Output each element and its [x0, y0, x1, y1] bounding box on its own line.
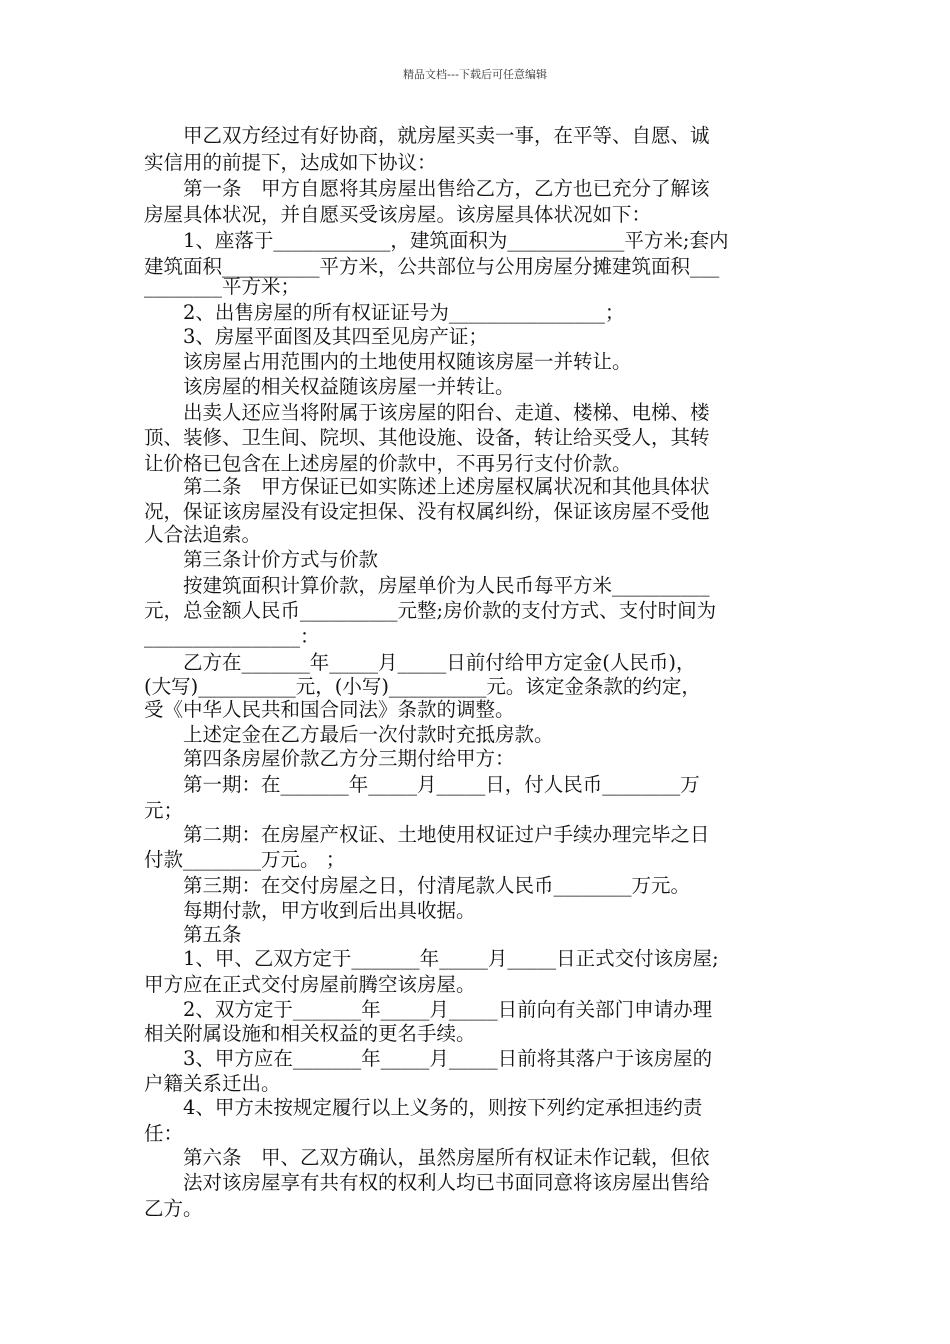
text-line: 第一条 甲方自愿将其房屋出售给乙方，乙方也已充分了解该 — [144, 177, 710, 200]
text-line: 受《中华人民共和国合同法》条款的调整。 — [144, 698, 515, 721]
text-line: 1、甲、乙双方定于_______年_____月_____日正式交付该房屋; — [144, 947, 719, 970]
text-line: 第一期：在_______年_____月_____日，付人民币________万 — [144, 773, 700, 796]
text-line: 付款________万元。 ； — [144, 848, 346, 871]
text-line: 甲乙双方经过有好协商，就房屋买卖一事，在平等、自愿、诚 — [144, 124, 710, 147]
text-line: 房屋具体状况，并自愿买受该房屋。该房屋具体状况如下： — [144, 203, 652, 226]
text-line: 第二期：在房屋产权证、土地使用权证过户手续办理完毕之日 — [144, 823, 710, 846]
text-line: 乙方在_______年_____月_____日前付给甲方定金(人民币)， — [144, 651, 696, 674]
text-line: 4、甲方未按规定履行以上义务的，则按下列约定承担违约责 — [144, 1096, 703, 1119]
text-line: 顶、装修、卫生间、院坝、其他设施、设备，转让给买受人，其转 — [144, 426, 710, 449]
text-line: 该房屋的相关权益随该房屋一并转让。 — [144, 375, 515, 398]
text-line: 乙方。 — [144, 1197, 203, 1220]
text-line: 任： — [144, 1122, 184, 1145]
text-line: 第三期：在交付房屋之日，付清尾款人民币________万元。 — [144, 874, 691, 897]
text-line: 按建筑面积计算价款，房屋单价为人民币每平方米__________ — [144, 574, 710, 597]
text-line: (大写)__________元，(小写)__________元。该定金条款的约定， — [144, 675, 701, 698]
page-header: 精品文档---下载后可任意编辑 — [403, 68, 547, 81]
text-line: 实信用的前提下，达成如下协议： — [144, 151, 437, 174]
text-line: 第四条房屋价款乙方分三期付给甲方： — [144, 747, 515, 770]
text-line: 3、房屋平面图及其四至见房产证； — [144, 325, 488, 348]
text-line: 元，总金额人民币__________元整;房价款的支付方式、支付时间为 — [144, 599, 717, 622]
text-line: 1、座落于____________，建筑面积为____________平方米;套内 — [144, 229, 729, 252]
text-line: 该房屋占用范围内的土地使用权随该房屋一并转让。 — [144, 350, 632, 373]
text-line: 出卖人还应当将附属于该房屋的阳台、走道、楼梯、电梯、楼 — [144, 401, 710, 424]
text-line: 元； — [144, 799, 184, 822]
text-line: 甲方应在正式交付房屋前腾空该房屋。 — [144, 973, 476, 996]
text-line: 第二条 甲方保证已如实陈述上述房屋权属状况和其他具体状 — [144, 475, 710, 498]
text-line: 况，保证该房屋没有设定担保、没有权属纠纷，保证该房屋不受他 — [144, 500, 710, 523]
text-line: 人合法追索。 — [144, 523, 262, 546]
text-line: ________平方米； — [144, 275, 301, 298]
text-line: 3、甲方应在_______年_____月_____日前将其落户于该房屋的 — [144, 1047, 713, 1070]
text-line: 建筑面积__________平方米，公共部位与公用房屋分摊建筑面积___ — [144, 255, 720, 278]
text-line: 第六条 甲、乙双方确认，虽然房屋所有权证未作记载，但依 — [144, 1146, 710, 1169]
text-line: 户籍关系迁出。 — [144, 1072, 281, 1095]
text-line: 每期付款，甲方收到后出具收据。 — [144, 899, 476, 922]
text-line: 第三条计价方式与价款 — [144, 548, 379, 571]
text-line: 2、双方定于_______年_____月_____日前向有关部门申请办理 — [144, 998, 713, 1021]
text-line: 第五条 — [144, 923, 242, 946]
text-line: 2、出售房屋的所有权证证号为________________； — [144, 301, 625, 324]
text-line: 上述定金在乙方最后一次付款时充抵房款。 — [144, 723, 554, 746]
text-line: 相关附属设施和相关权益的更名手续。 — [144, 1022, 476, 1045]
text-line: ________________： — [144, 625, 320, 648]
text-line: 让价格已包含在上述房屋的价款中，不再另行支付价款。 — [144, 452, 632, 475]
text-line: 法对该房屋享有共有权的权利人均已书面同意将该房屋出售给 — [144, 1171, 710, 1194]
